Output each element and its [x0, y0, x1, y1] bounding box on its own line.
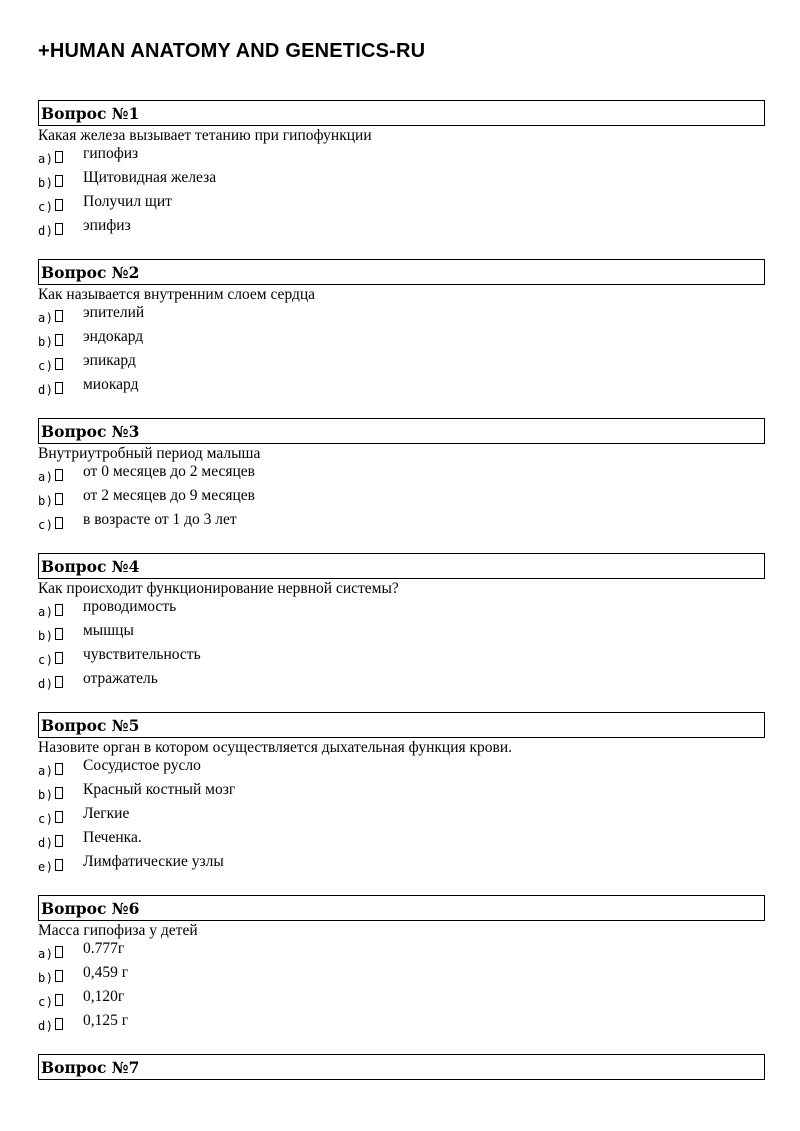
option-text: гипофиз — [83, 145, 139, 162]
option-text: мышцы — [83, 622, 134, 639]
checkbox-icon[interactable] — [55, 382, 63, 394]
answer-option[interactable] — [38, 169, 765, 193]
checkbox-icon[interactable] — [55, 811, 63, 823]
option-letter: b) — [38, 788, 54, 802]
question-header: Вопрос №1 — [38, 100, 765, 126]
checkbox-icon[interactable] — [55, 787, 63, 799]
checkbox-icon[interactable] — [55, 946, 63, 958]
question-header: Вопрос №3 — [38, 418, 765, 444]
question-header: Вопрос №5 — [38, 712, 765, 738]
question-block — [38, 895, 765, 1036]
option-text: проводимость — [83, 598, 177, 615]
answer-option[interactable] — [38, 463, 765, 487]
checkbox-icon[interactable] — [55, 517, 63, 529]
question-text: Назовите орган в котором осуществляется дыхательная функция крови. — [38, 739, 513, 756]
checkbox-icon[interactable] — [55, 469, 63, 481]
answer-option[interactable] — [38, 304, 765, 328]
checkbox-icon[interactable] — [55, 223, 63, 235]
option-letter: a) — [38, 311, 54, 325]
option-text: Получил щит — [83, 193, 172, 210]
option-letter: b) — [38, 971, 54, 985]
option-text: эпифиз — [83, 217, 131, 234]
option-text: 0,120г — [83, 988, 125, 1005]
option-letter: a) — [38, 764, 54, 778]
question-block — [38, 100, 765, 241]
question-text: Внутриутробный период малыша — [38, 445, 261, 462]
option-text: Лимфатические узлы — [83, 853, 224, 870]
option-text: миокард — [83, 376, 139, 393]
option-text: чувствительность — [83, 646, 201, 663]
question-block — [38, 1054, 765, 1080]
option-text: Сосудистое русло — [83, 757, 201, 774]
option-text: Печенка. — [83, 829, 142, 846]
question-header: Вопрос №2 — [38, 259, 765, 285]
checkbox-icon[interactable] — [55, 493, 63, 505]
question-header: Вопрос №4 — [38, 553, 765, 579]
question-text: Как происходит функционирование нервной системы? — [38, 580, 399, 597]
option-letter: a) — [38, 605, 54, 619]
option-text: отражатель — [83, 670, 158, 687]
option-text: Щитовидная железа — [83, 169, 217, 186]
option-letter: b) — [38, 335, 54, 349]
question-header: Вопрос №7 — [38, 1054, 765, 1080]
question-block — [38, 418, 765, 535]
checkbox-icon[interactable] — [55, 175, 63, 187]
question-text: Какая железа вызывает тетанию при гипофункции — [38, 127, 372, 144]
checkbox-icon[interactable] — [55, 652, 63, 664]
document-title: +HUMAN ANATOMY AND GENETICS-RU — [38, 40, 426, 62]
option-letter: a) — [38, 947, 54, 961]
option-letter: b) — [38, 494, 54, 508]
option-letter: e) — [38, 860, 54, 874]
option-letter: c) — [38, 518, 54, 532]
option-letter: c) — [38, 200, 54, 214]
answer-option[interactable] — [38, 853, 765, 877]
option-letter: d) — [38, 1019, 54, 1033]
answer-option[interactable] — [38, 646, 765, 670]
answer-option[interactable] — [38, 376, 765, 400]
answer-option[interactable] — [38, 988, 765, 1012]
answer-option[interactable] — [38, 487, 765, 511]
option-letter: d) — [38, 224, 54, 238]
checkbox-icon[interactable] — [55, 310, 63, 322]
answer-option[interactable] — [38, 1012, 765, 1036]
option-text: эндокард — [83, 328, 144, 345]
option-text: 0.777г — [83, 940, 125, 957]
option-text: эпителий — [83, 304, 145, 321]
option-letter: a) — [38, 470, 54, 484]
checkbox-icon[interactable] — [55, 970, 63, 982]
option-letter: d) — [38, 383, 54, 397]
option-text: в возрасте от 1 до 3 лет — [83, 511, 237, 528]
option-letter: c) — [38, 359, 54, 373]
option-letter: c) — [38, 812, 54, 826]
answer-option[interactable] — [38, 511, 765, 535]
option-letter: d) — [38, 836, 54, 850]
option-text: Красный костный мозг — [83, 781, 236, 798]
checkbox-icon[interactable] — [55, 151, 63, 163]
checkbox-icon[interactable] — [55, 835, 63, 847]
option-letter: b) — [38, 176, 54, 190]
checkbox-icon[interactable] — [55, 334, 63, 346]
checkbox-icon[interactable] — [55, 763, 63, 775]
answer-option[interactable] — [38, 670, 765, 694]
checkbox-icon[interactable] — [55, 1018, 63, 1030]
option-letter: a) — [38, 152, 54, 166]
answer-option[interactable] — [38, 328, 765, 352]
answer-option[interactable] — [38, 217, 765, 241]
question-block — [38, 553, 765, 694]
option-text: эпикард — [83, 352, 136, 369]
option-letter: b) — [38, 629, 54, 643]
option-text: Легкие — [83, 805, 130, 822]
option-text: 0,459 г — [83, 964, 129, 981]
question-block — [38, 259, 765, 400]
answer-option[interactable] — [38, 940, 765, 964]
answer-option[interactable] — [38, 805, 765, 829]
answer-option[interactable] — [38, 829, 765, 853]
answer-option[interactable] — [38, 352, 765, 376]
checkbox-icon[interactable] — [55, 676, 63, 688]
question-text: Масса гипофиза у детей — [38, 922, 198, 939]
option-letter: c) — [38, 653, 54, 667]
checkbox-icon[interactable] — [55, 199, 63, 211]
answer-option[interactable] — [38, 757, 765, 781]
checkbox-icon[interactable] — [55, 859, 63, 871]
question-header: Вопрос №6 — [38, 895, 765, 921]
option-text: 0,125 г — [83, 1012, 129, 1029]
answer-option[interactable] — [38, 145, 765, 169]
option-letter: c) — [38, 995, 54, 1009]
checkbox-icon[interactable] — [55, 604, 63, 616]
answer-option[interactable] — [38, 598, 765, 622]
checkbox-icon[interactable] — [55, 994, 63, 1006]
answer-option[interactable] — [38, 193, 765, 217]
question-text: Как называется внутренним слоем сердца — [38, 286, 316, 303]
answer-option[interactable] — [38, 781, 765, 805]
checkbox-icon[interactable] — [55, 628, 63, 640]
option-text: от 2 месяцев до 9 месяцев — [83, 487, 255, 504]
option-letter: d) — [38, 677, 54, 691]
answer-option[interactable] — [38, 964, 765, 988]
checkbox-icon[interactable] — [55, 358, 63, 370]
option-text: от 0 месяцев до 2 месяцев — [83, 463, 255, 480]
answer-option[interactable] — [38, 622, 765, 646]
question-block — [38, 712, 765, 877]
